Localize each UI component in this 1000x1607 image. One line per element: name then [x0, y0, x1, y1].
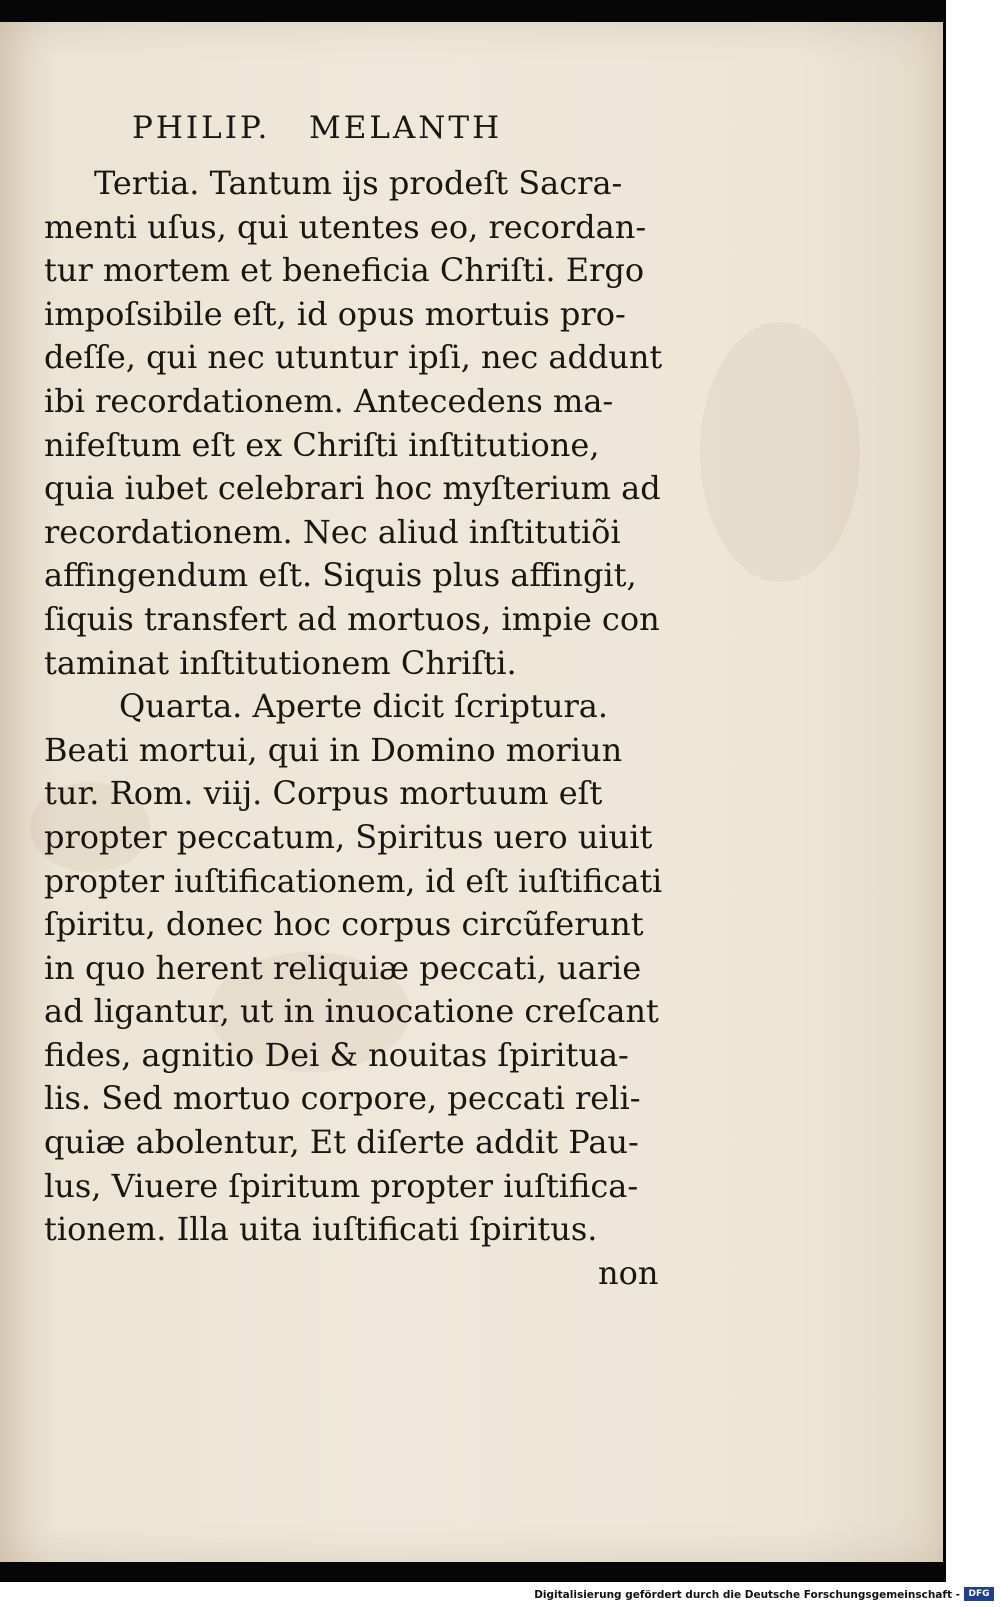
- text-line: recordationem. Nec aliud inſtitutiõi: [44, 512, 621, 551]
- text-line: ibi recordationem. Antecedens ma-: [44, 381, 614, 420]
- text-line: impoſsibile eſt, id opus mortuis pro-: [44, 294, 626, 333]
- text-line: in quo herent reliquiæ peccati, uarie: [44, 948, 642, 987]
- text-line: lus, Viuere ſpiritum propter iuſtifica-: [44, 1166, 639, 1205]
- text-line: menti uſus, qui utentes eo, recordan-: [44, 207, 647, 246]
- text-line: affingendum eſt. Siquis plus affingit,: [44, 556, 637, 595]
- text-line: ſiquis transfert ad mortuos, impie con: [44, 599, 660, 638]
- paper-stain: [700, 322, 860, 582]
- text-line: ſpiritu, donec hoc corpus circũferunt: [44, 905, 644, 944]
- catchword: non: [598, 1254, 659, 1292]
- text-line: Tertia. Tantum ijs prodeſt Sacra-: [94, 164, 623, 202]
- text-line: tur. Rom. viij. Corpus mortuum eſt: [44, 774, 603, 813]
- text-line: tur mortem et beneficia Chriſti. Ergo: [44, 251, 645, 290]
- text-line: propter iuſtificationem, id eſt iuſtificati: [44, 861, 663, 900]
- text-line: nifeſtum eſt ex Chriſti inſtitutione,: [44, 425, 600, 464]
- text-line: propter peccatum, Spiritus uero uiuit: [44, 817, 653, 856]
- text-line: quiæ abolentur, Et diſerte addit Pau-: [44, 1123, 639, 1162]
- text-line: Beati mortui, qui in Domino moriun: [44, 730, 623, 769]
- text-line: taminat inſtitutionem Chriſti.: [44, 643, 517, 682]
- text-line: quia iubet celebrari hoc myſterium ad: [44, 469, 661, 508]
- running-head: PHILIP. MELANTH: [132, 110, 503, 146]
- text-line: tionem. Illa uita iuſtificati ſpiritus.: [44, 1210, 598, 1249]
- text-line: deſſe, qui nec utuntur ipſi, nec addunt: [44, 338, 663, 377]
- dfg-logo: DFG: [964, 1587, 994, 1601]
- text-line: ad ligantur, ut in inuocatione creſcant: [44, 992, 659, 1031]
- text-line: lis. Sed mortuo corpore, peccati reli-: [44, 1079, 641, 1118]
- text-line: Quarta. Aperte dicit ſcriptura.: [119, 687, 608, 726]
- page-body-text: [44, 162, 662, 1252]
- text-line: fides, agnitio Dei & nouitas ſpiritua-: [44, 1035, 629, 1074]
- funding-credit: Digitalisierung gefördert durch die Deutsche Forschungsgemeinschaft -: [534, 1589, 960, 1601]
